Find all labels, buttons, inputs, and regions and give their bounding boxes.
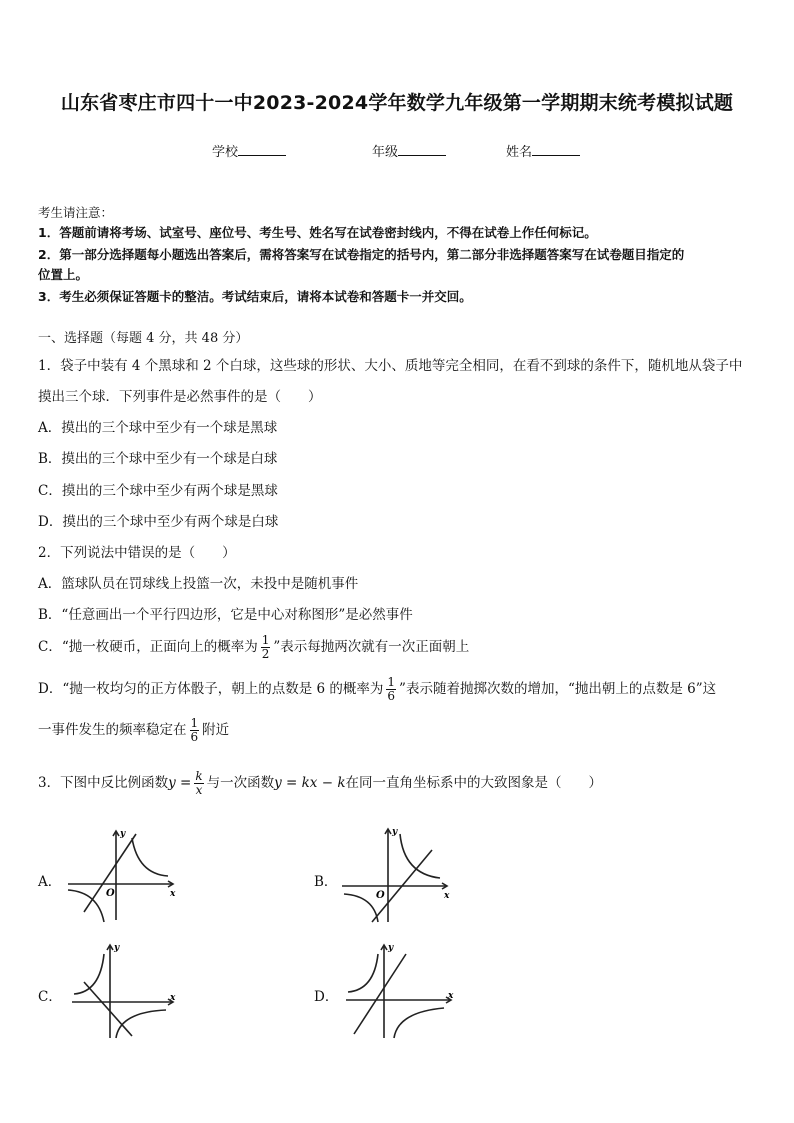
y-label: y [114,943,120,953]
notice-item-2-cont: 位置上。 [38,267,89,282]
q3-post: 在同一直角坐标系中的大致图象是（ ） [345,775,602,791]
section-heading: 一、选择题（每题 4 分，共 48 分） [38,331,249,346]
q3-option-b-label[interactable]: B． [314,874,338,890]
y-label: y [388,943,394,953]
q3-graph-b[interactable] [340,824,452,924]
hyperbola-branch-2 [116,1010,166,1038]
page-title: 山东省枣庄市四十一中2023-2024学年数学九年级第一学期期末统考模拟试题 [60,92,734,114]
q3-graph-a[interactable] [66,826,178,924]
q2-c-pre: C．“抛一枚硬币，正面向上的概率为 [38,639,258,655]
q1-stem-line2: 摸出三个球．下列事件是必然事件的是（ ） [38,389,322,405]
q2-option-a[interactable]: A．篮球队员在罚球线上投篮一次，未投中是随机事件 [38,576,359,592]
x-label: x [170,889,176,899]
name-field [506,141,580,160]
y-label: y [120,829,126,839]
q2-option-d[interactable] [38,672,716,706]
x-label: x [448,991,454,1001]
q1-option-a[interactable]: A．摸出的三个球中至少有一个球是黑球 [38,420,278,436]
q2-stem: 2．下列说法中错误的是（ ） [38,545,236,561]
name-label: 姓名 [506,145,533,160]
fraction-denominator: x [195,783,203,797]
q3-option-c-label[interactable]: C． [38,989,62,1005]
q2-d-line2-post: 附近 [202,722,230,738]
hyperbola-branch-1 [400,834,440,878]
q3-graph-d[interactable] [344,940,456,1040]
school-label: 学校 [212,145,239,160]
fraction-numerator: 1 [261,633,270,647]
fraction-denominator: 6 [190,730,199,744]
x-label: x [444,891,450,901]
fraction-denominator: 2 [261,647,270,661]
school-blank[interactable] [238,143,286,156]
q2-c-post: ”表示每抛两次就有一次正面朝上 [273,639,470,655]
q1-stem-line1: 1．袋子中装有 4 个黑球和 2 个白球，这些球的形状、大小、质地等完全相同，在看不到球的条件下，随机地从袋子中 [38,358,743,374]
q2-d-fraction [386,676,396,703]
hyperbola-branch-2 [394,1008,444,1038]
q2-option-c[interactable] [38,630,469,664]
grade-blank[interactable] [398,143,446,156]
fraction-numerator: 1 [387,675,396,689]
hyperbola-branch-1 [132,838,168,876]
hyperbola-branch-2 [344,894,378,922]
q2-d-pre: D．“抛一枚均匀的正方体骰子，朝上的点数是 6 的概率为 [38,681,384,697]
origin-label: O [106,888,115,899]
q2-option-d-cont [38,713,229,747]
grade-label: 年级 [372,145,399,160]
q3-fn1-fraction [194,770,203,797]
linear-function-line [84,834,136,912]
notice-item-2: 2．第一部分选择题每小题选出答案后，需将答案写在试卷指定的括号内，第二部分非选择题答案写在试卷题目指定的 [38,247,685,262]
linear-function-line [84,982,132,1036]
q2-c-fraction [261,634,271,661]
x-label: x [170,993,176,1003]
q3-fn1-lhs: y = [168,775,192,791]
notice-heading: 考生请注意： [38,205,114,220]
origin-label: O [376,890,385,901]
notice-item-3: 3．考生必须保证答题卡的整洁。考试结束后，请将本试卷和答题卡一并交回。 [38,289,472,304]
q3-stem [38,764,602,802]
q1-option-b[interactable]: B．摸出的三个球中至少有一个球是白球 [38,451,278,467]
q3-graph-c[interactable] [70,940,178,1040]
y-label: y [392,827,398,837]
q2-d-line2-pre: 一事件发生的频率稳定在 [38,722,187,738]
q2-d-line2-fraction [190,717,200,744]
q3-option-a-label[interactable]: A． [38,874,62,890]
q3-option-d-label[interactable]: D． [314,989,339,1005]
fraction-numerator: 1 [190,716,199,730]
hyperbola-branch-1 [74,954,104,994]
fraction-denominator: 6 [387,689,396,703]
q3-mid: 与一次函数 [206,775,275,791]
name-blank[interactable] [532,143,580,156]
q2-d-post: ”表示随着抛掷次数的增加，“抛出朝上的点数是 6”这 [399,681,717,697]
q1-option-c[interactable]: C．摸出的三个球中至少有两个球是黑球 [38,483,278,499]
grade-field [372,141,446,160]
linear-function-line [354,954,406,1034]
q1-option-d[interactable]: D．摸出的三个球中至少有两个球是白球 [38,514,279,530]
q3-fn2: y = kx − k [274,775,346,791]
hyperbola-branch-2 [68,890,104,922]
q3-pre: 3．下图中反比例函数 [38,775,169,791]
q2-option-b[interactable]: B．“任意画出一个平行四边形，它是中心对称图形”是必然事件 [38,607,413,623]
school-field [212,141,286,160]
notice-item-1: 1．答题前请将考场、试室号、座位号、考生号、姓名写在试卷密封线内，不得在试卷上作任何标记。 [38,225,597,240]
fraction-numerator: k [195,769,203,783]
hyperbola-branch-1 [348,954,378,992]
